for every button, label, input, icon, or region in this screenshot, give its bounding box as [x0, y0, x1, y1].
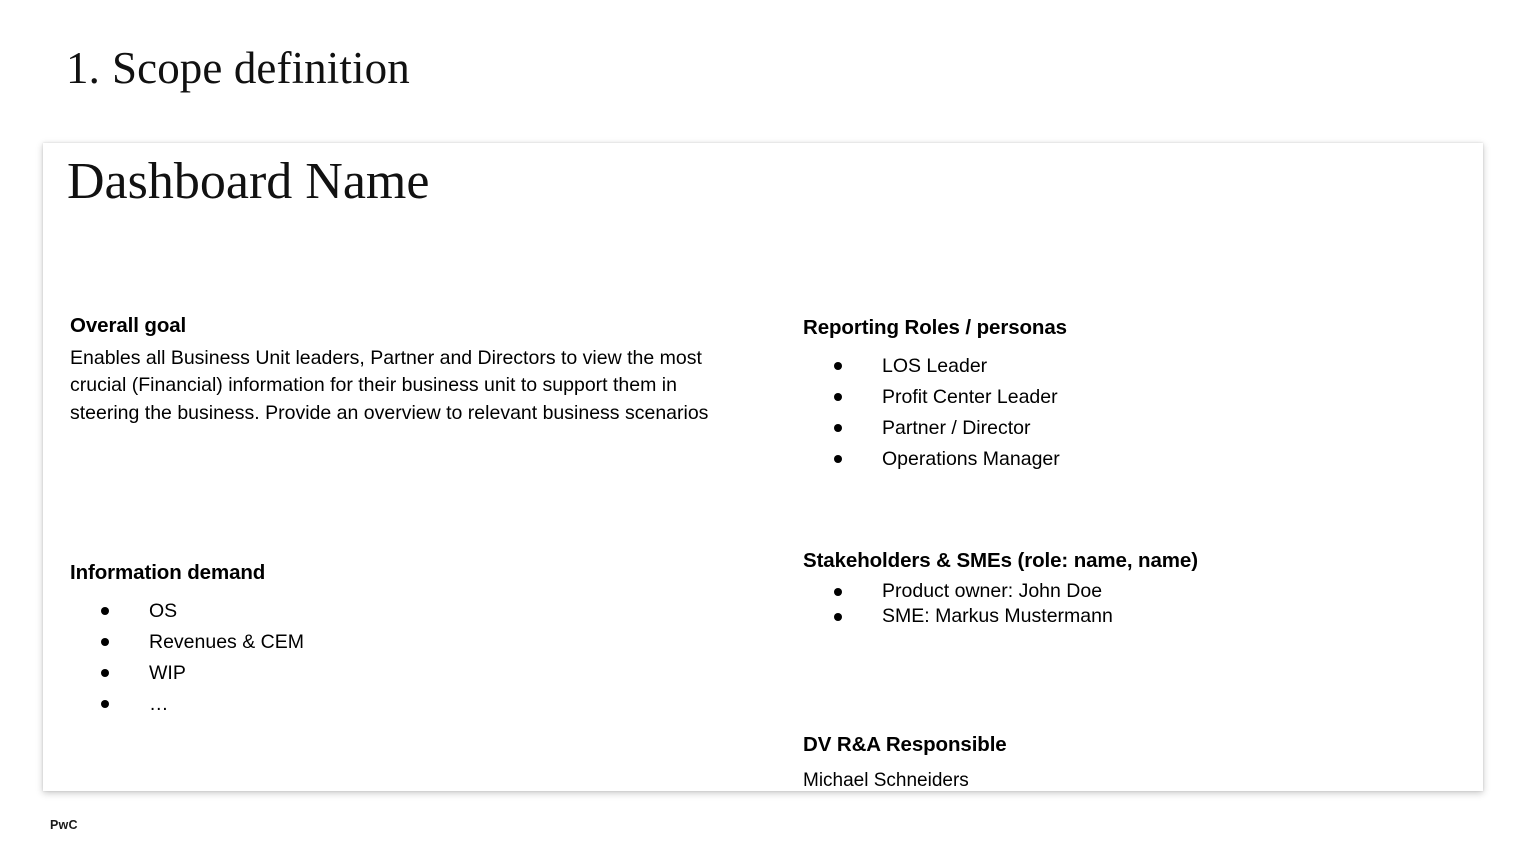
list-item-label: Operations Manager [882, 447, 1060, 470]
list-item-label: Partner / Director [882, 416, 1031, 439]
page-title [66, 44, 410, 93]
list-item-label: Product owner: John Doe [882, 580, 1103, 603]
list-item-label: … [149, 692, 169, 715]
spacer [70, 427, 770, 560]
information-demand-heading: Information demand [70, 561, 266, 585]
list-item [70, 658, 770, 689]
list-item-label: SME: Markus Mustermann [882, 605, 1113, 628]
bullet-icon [834, 588, 842, 596]
bullet-icon [101, 638, 109, 646]
dashboard-name-heading: Dashboard Name [67, 153, 430, 210]
list-item [70, 689, 770, 720]
reporting-roles-block [803, 315, 1443, 475]
bullet-icon [101, 700, 109, 708]
list-item [70, 627, 770, 658]
information-demand-list [70, 596, 770, 720]
left-column [70, 313, 770, 720]
stakeholders-block [803, 548, 1443, 630]
bullet-icon [834, 393, 842, 401]
bullet-icon [834, 424, 842, 432]
list-item-label: WIP [149, 661, 186, 684]
list-item [803, 604, 1443, 629]
responsible-heading: DV R&A Responsible [803, 733, 1007, 757]
list-item-label: Revenues & CEM [149, 630, 304, 653]
pwc-logo: PwC [50, 818, 78, 832]
overall-goal-heading: Overall goal [70, 314, 187, 337]
list-item [70, 596, 770, 627]
spacer [803, 629, 1443, 732]
reporting-roles-heading: Reporting Roles / personas [803, 316, 1067, 339]
list-item-label: OS [149, 599, 178, 622]
reporting-roles-list [803, 351, 1443, 475]
stakeholders-list [803, 579, 1443, 629]
page-title-number: 1. [66, 43, 100, 93]
stakeholders-heading: Stakeholders & SMEs (role: name, name) [803, 548, 1198, 572]
information-demand-block [70, 560, 770, 720]
overall-goal-block [70, 313, 770, 427]
list-item [803, 579, 1443, 604]
responsible-name: Michael Schneiders [803, 769, 969, 791]
responsible-block [803, 732, 1443, 793]
list-item-label: LOS Leader [882, 354, 988, 377]
list-item [803, 413, 1443, 444]
spacer [803, 475, 1443, 548]
list-item-label: Profit Center Leader [882, 385, 1058, 408]
bullet-icon [834, 613, 842, 621]
dashboard-scope-card [43, 143, 1483, 791]
list-item [803, 444, 1443, 475]
overall-goal-text: Enables all Business Unit leaders, Partner and Directors to view the most crucial (Financial) information for their business unit to support them in steering the business. Provide an overview to relevant business scenarios [70, 346, 709, 424]
bullet-icon [834, 362, 842, 370]
right-column [803, 315, 1443, 794]
list-item [803, 351, 1443, 382]
bullet-icon [101, 607, 109, 615]
list-item [803, 382, 1443, 413]
bullet-icon [101, 669, 109, 677]
bullet-icon [834, 455, 842, 463]
page-title-text: Scope definition [112, 43, 410, 93]
